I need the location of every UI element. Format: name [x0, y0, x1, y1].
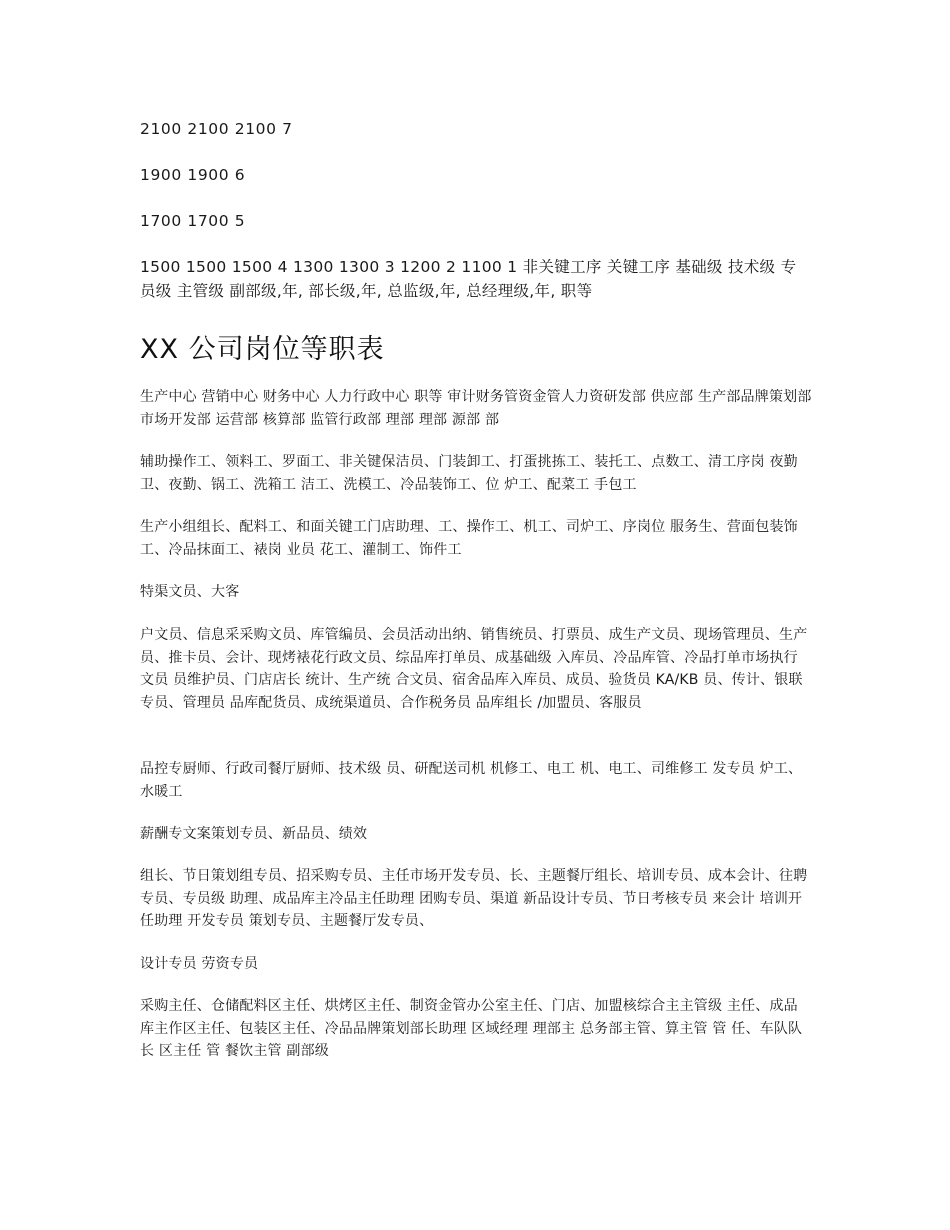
grade-row-7: 2100 2100 2100 7: [140, 120, 293, 138]
specialist-positions-extra: 设计专员 劳资专员: [140, 956, 259, 972]
grade-row-6: 1900 1900 6: [140, 166, 246, 184]
specialist-positions-intro: 薪酬专文案策划专员、新品员、绩效: [140, 826, 368, 842]
non-key-process-positions: 辅助操作工、领料工、罗面工、非关键保洁员、门装卸工、打蛋挑拣工、装托工、点数工、清工序岗 夜勤 卫、夜勤、锅工、洗箱工 洁工、洗模工、冷品装饰工、位 炉工、配菜工 手包工: [140, 454, 798, 493]
grade-summary-block: 1500 1500 1500 4 1300 1300 3 1200 2 1100 1 非关键工序 关键工序 基础级 技术级 专员级 主管级 副部级,年, 部长级,年, 总监级,年, 总经理级,年, 职等: [140, 258, 797, 300]
supervisor-level-positions: 采购主任、仓储配料区主任、烘烤区主任、制资金管办公室主任、门店、加盟核综合主主管级 主任、成品库主作区主任、包装区主任、冷品品牌策划部长助理 区域经理 理部主 总务部主管、算主管 管 任、车队队长 区主任 管 餐饮主管 副部级: [140, 998, 803, 1059]
key-process-positions: 生产小组组长、配料工、和面关键工门店助理、工、操作工、机工、司炉工、序岗位 服务生、营面包装饰工、冷品抹面工、裱岗 业员 花工、灌制工、饰件工: [140, 519, 798, 558]
basic-level-positions: 户文员、信息采采购文员、库管编员、会员活动出纳、销售统员、打票员、成生产文员、现场管理员、生产员、推卡员、会计、现烤裱花行政文员、综品库打单员、成基础级 入库员、冷品库管、冷品打单市场执行文员 员维护员、门店店长 统计、生产统 合文员、宿舍品库入库员、成员、验货员 KA/KB 员、传计、银联专员、管理员 品库配货员、成统渠道员、合作税务员 品库组长 /加盟员、客服员: [140, 627, 808, 711]
specialist-level-positions: 组长、节日策划组专员、招采购专员、主任市场开发专员、长、主题餐厅组长、培训专员、成本会计、往聘专员、专员级 助理、成品库主冷品主任助理 团购专员、渠道 新品设计专员、节日考核专员 来会计 培训开任助理 开发专员 策划专员、主题餐厅发专员、: [140, 868, 808, 929]
grade-row-5: 1700 1700 5: [140, 212, 246, 230]
clerk-positions-intro: 特渠文员、大客: [140, 584, 240, 600]
page-title: XX 公司岗位等职表: [140, 334, 385, 365]
department-list: 生产中心 营销中心 财务中心 人力行政中心 职等 审计财务管资金管人力资研发部 供应部 生产部品牌策划部 市场开发部 运营部 核算部 监管行政部 理部 理部 源部 部: [140, 389, 812, 428]
technical-level-positions: 品控专厨师、行政司餐厅厨师、技术级 员、研配送司机 机修工、电工 机、电工、司维修工 发专员 炉工、水暖工: [140, 761, 803, 800]
